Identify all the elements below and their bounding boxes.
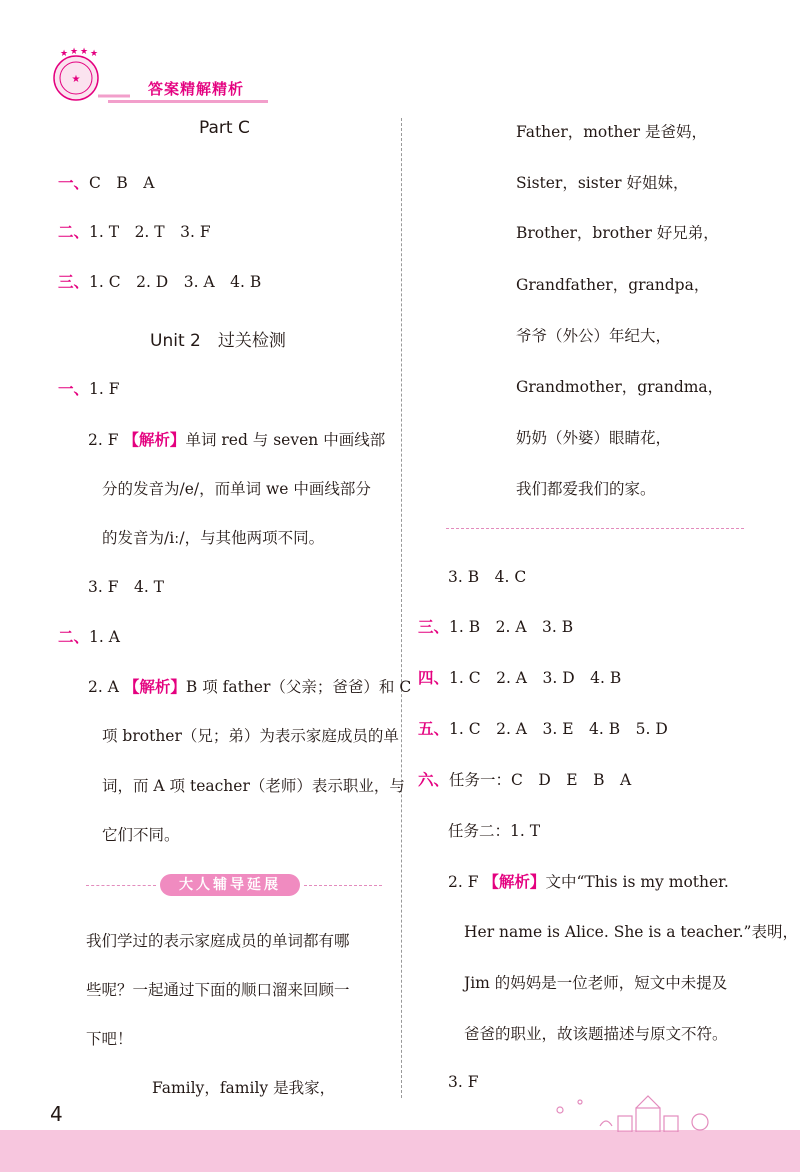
guide-separator-left (86, 885, 156, 886)
s1-line-4: 的发音为/iː/，与其他两项不同。 (102, 529, 325, 547)
task2-line-4: Jim 的妈妈是一位老师，短文中未提及 (464, 974, 728, 992)
s6-line (418, 768, 631, 790)
s2-continued: 3. B 4. C (448, 568, 527, 586)
guide-line-3: 下吧！ (86, 1030, 133, 1048)
task2-line-2 (448, 870, 729, 892)
page-number: 4 (50, 1102, 63, 1126)
answer-text: 2. F (448, 873, 479, 891)
partc-line-1 (58, 171, 154, 193)
section-mark: 二、 (58, 222, 90, 241)
explanation-text: 单词 red 与 seven 中画线部 (185, 431, 386, 449)
s1-line-5: 3. F 4. T (88, 578, 165, 596)
partc-title: Part C (199, 118, 250, 138)
s2-line-1 (58, 625, 120, 647)
answer-text: 1. B 2. A 3. B (449, 618, 574, 636)
rhyme-line: Grandfather，grandpa， (516, 276, 710, 294)
guide-separator-right (304, 885, 382, 886)
rhyme-line: 爷爷（外公）年纪大， (516, 327, 672, 345)
guide-label: 大人辅导延展 (160, 874, 300, 896)
explanation-text: 文中“This is my mother. (545, 873, 729, 891)
header-title: 答案精解精析 (148, 80, 245, 98)
s3-line (418, 615, 573, 637)
task2-line-3: Her name is Alice. She is a teacher.”表明， (464, 923, 798, 941)
partc-line-3 (58, 270, 261, 292)
task2-line-1: 任务二：1. T (448, 822, 541, 840)
castle-decoration-icon (540, 1090, 740, 1132)
answer-text: 1. C 2. A 3. D 4. B (449, 669, 622, 687)
answer-text: C B A (89, 174, 155, 192)
footer-band (0, 1130, 800, 1172)
svg-text:★: ★ (70, 47, 79, 57)
task2-line-6: 3. F (448, 1073, 479, 1091)
answer-text: 任务一：C D E B A (449, 771, 632, 789)
s1-line-1 (58, 377, 120, 399)
s1-line-2 (88, 428, 385, 450)
section-mark: 五、 (418, 719, 450, 738)
analysis-tag: 【解析】 (123, 430, 186, 449)
section-mark: 六、 (418, 770, 450, 789)
answer-text: 1. A (89, 628, 120, 646)
s2-line-4: 词，而 A 项 teacher（老师）表示职业，与 (102, 777, 405, 795)
rhyme-line: 我们都爱我们的家。 (516, 480, 656, 498)
answer-text: 1. F (89, 380, 120, 398)
section-mark: 三、 (418, 617, 450, 636)
svg-text:★: ★ (60, 49, 69, 59)
guide-line-2: 些呢？一起通过下面的顺口溜来回顾一 (86, 981, 350, 999)
partc-line-2 (58, 220, 211, 242)
s5-line (418, 717, 668, 739)
logo-badge-icon (46, 46, 132, 106)
answer-text: 2. A (88, 678, 119, 696)
s4-line (418, 666, 621, 688)
s1-line-3: 分的发音为/e/，而单词 we 中画线部分 (102, 480, 371, 498)
s2-line-2 (88, 675, 411, 697)
rhyme-line: Father，mother 是爸妈， (516, 123, 707, 141)
rhyme-line: Grandmother，grandma， (516, 378, 724, 396)
unit-title: Unit 2 过关检测 (150, 331, 286, 351)
analysis-tag: 【解析】 (123, 677, 186, 696)
rhyme-line: Brother，brother 好兄弟， (516, 224, 719, 242)
answer-text: 1. C 2. D 3. A 4. B (89, 273, 262, 291)
column-divider (401, 118, 402, 1098)
section-mark: 一、 (58, 173, 90, 192)
rhyme-line: 奶奶（外婆）眼睛花， (516, 429, 672, 447)
rhyme-line-1: Family，family 是我家， (152, 1079, 336, 1097)
answer-text: 1. T 2. T 3. F (89, 223, 211, 241)
section-mark: 一、 (58, 379, 90, 398)
s2-line-3: 项 brother（兄；弟）为表示家庭成员的单 (102, 727, 399, 745)
svg-text:★: ★ (80, 47, 89, 57)
section-mark: 三、 (58, 272, 90, 291)
analysis-tag: 【解析】 (483, 872, 546, 891)
svg-text:★: ★ (71, 74, 81, 85)
rhyme-line: Sister，sister 好姐妹， (516, 174, 689, 192)
svg-text:★: ★ (90, 49, 99, 59)
answer-text: 1. C 2. A 3. E 4. B 5. D (449, 720, 668, 738)
task2-line-5: 爸爸的职业，故该题描述与原文不符。 (464, 1025, 728, 1043)
s2-line-5: 它们不同。 (102, 826, 180, 844)
guide-line-1: 我们学过的表示家庭成员的单词都有哪 (86, 932, 350, 950)
rhyme-separator (446, 528, 744, 529)
section-mark: 四、 (418, 668, 450, 687)
answer-text: 2. F (88, 431, 119, 449)
explanation-text: B 项 father（父亲；爸爸）和 C (185, 678, 412, 696)
header-underline (108, 100, 268, 103)
section-mark: 二、 (58, 627, 90, 646)
